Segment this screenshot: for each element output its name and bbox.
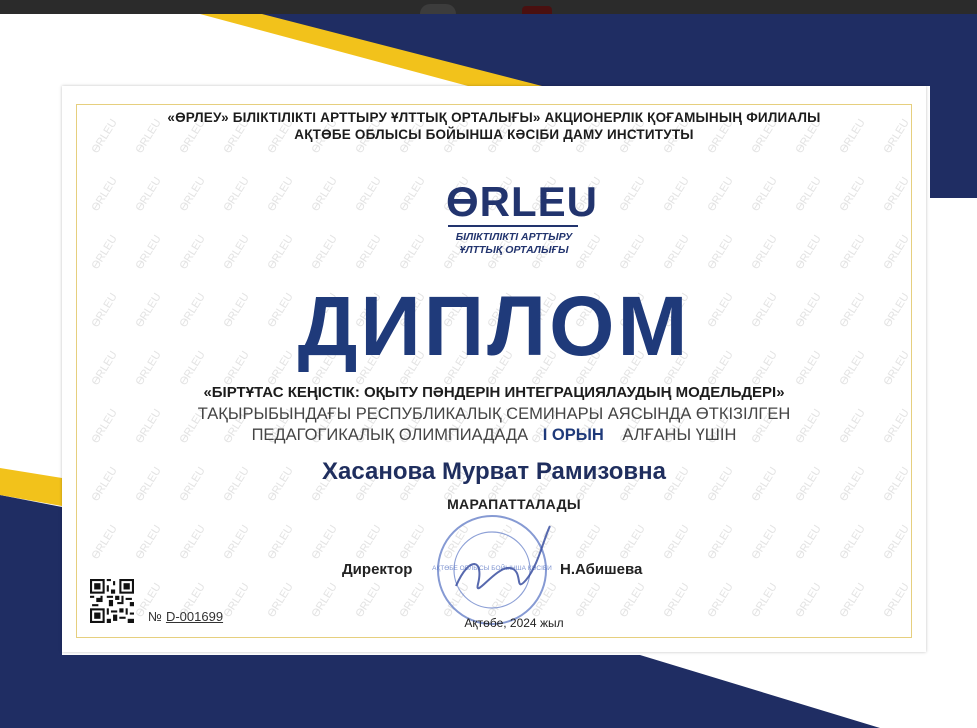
director-name: Н.Абишева [560,561,643,578]
number-label: № [148,609,162,624]
seminar-line-2: ТАҚЫРЫБЫНДАҒЫ РЕСПУБЛИКАЛЫҚ СЕМИНАРЫ АЯСЫНДА ӨТКІЗІЛГЕН [197,405,791,423]
document-number [148,609,223,624]
seminar-line-3-post: АЛҒАНЫ ҮШІН [622,426,737,444]
logo-subtitle-1: БІЛІКТІЛІКТІ АРТТЫРУ [455,231,573,243]
awarded-text: МАРАПАТТАЛАДЫ [447,496,581,512]
official-stamp-and-signature [426,508,558,628]
place-and-date: Ақтөбе, 2024 жыл [464,616,564,630]
signature-stroke [456,526,550,588]
organization-line-1: «ӨРЛЕУ» БІЛІКТІЛІКТІ АРТТЫРУ ҰЛТТЫҚ ОРТАЛЫҒЫ» АКЦИОНЕРЛІК ҚОҒАМЫНЫҢ ФИЛИАЛЫ [167,110,821,125]
award-place: І ОРЫН [542,426,604,444]
stamp-text: АҚТӨБЕ ОБЛЫСЫ БОЙЫНША КӘСІБИ [432,565,552,572]
seminar-line-3 [62,426,926,445]
number-value: D-001699 [165,609,224,624]
certificate-content [62,86,926,652]
diploma-title: ДИПЛОМ [297,279,691,373]
orleu-logo: ӨRLEU [446,178,598,225]
recipient-name: Хасанова Мурват Рамизовна [322,458,666,485]
qr-code-icon [90,579,134,623]
diploma-certificate [62,86,926,652]
organization-line-2: АҚТӨБЕ ОБЛЫСЫ БОЙЫНША КӘСІБИ ДАМУ ИНСТИТУТЫ [294,127,694,142]
seminar-line-3-pre: ПЕДАГОГИКАЛЫҚ ОЛИМПИАДАДА [251,426,529,444]
seminar-title: «БІРТҰТАС КЕҢІСТІК: ОҚЫТУ ПӘНДЕРІН ИНТЕГРАЦИЯЛАУДЫҢ МОДЕЛЬДЕРІ» [203,384,785,401]
director-label: Директор [342,561,413,578]
logo-subtitle-2: ҰЛТТЫҚ ОРТАЛЫҒЫ [459,244,569,256]
logo-divider [448,225,578,227]
